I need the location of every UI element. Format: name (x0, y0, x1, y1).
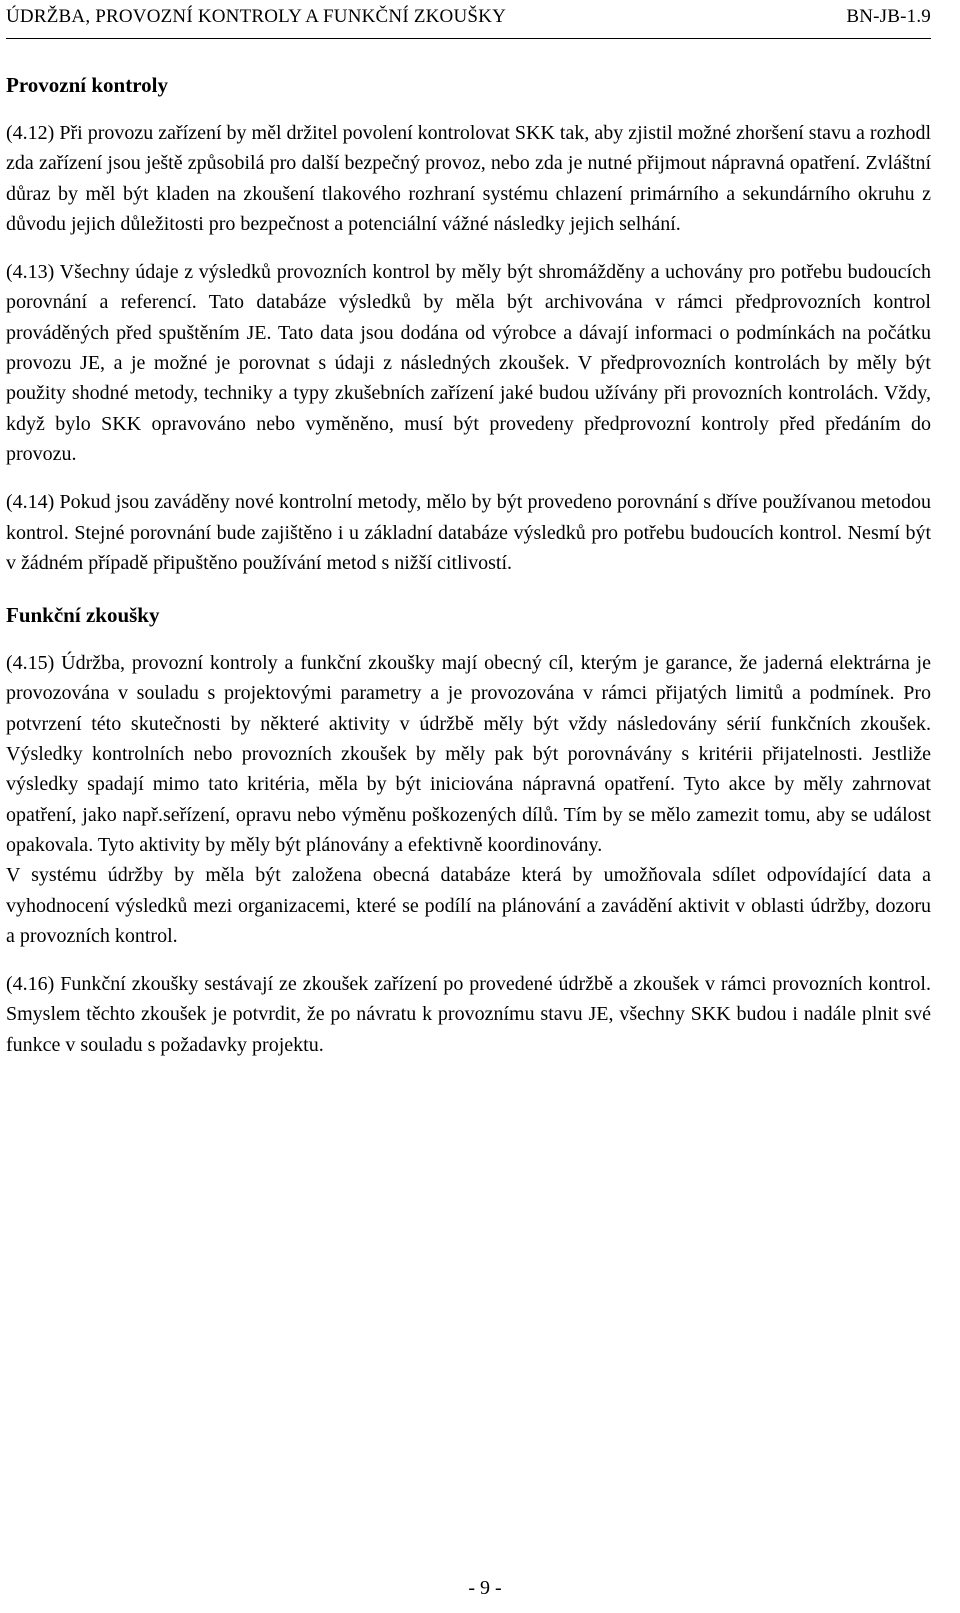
section-provozni-kontroly (6, 70, 931, 578)
header-divider (6, 38, 931, 39)
document-body (6, 70, 931, 1060)
paragraph-4-12: (4.12) Při provozu zařízení by měl držitel povolení kontrolovat SKK tak, aby zjistil možné zhoršení stavu a rozhodl zda zařízení jsou ještě způsobilá pro další bezpečný provoz, nebo zda je nutné přijmout nápravná opatření. Zvláštní důraz by měl být kladen na zkoušení tlakového rozhraní systému chlazení primárního a sekundárního okruhu z důvodu jejich důležitosti pro bezpečnost a potenciální vážné následky jejich selhání. (6, 122, 931, 235)
page-header (6, 6, 931, 32)
paragraph-maintenance-database: V systému údržby by měla být založena obecná databáze která by umožňovala sdílet odpovídající data a vyhodnocení výsledků mezi organizacemi, které se podílí na plánování a zavádění aktivit v oblasti údržby, dozoru a provozních kontrol. (6, 864, 931, 947)
section-funkcni-zkousky (6, 600, 931, 1060)
paragraph-4-14: (4.14) Pokud jsou zaváděny nové kontrolní metody, mělo by být provedeno porovnání s dříve používanou metodou kontrol. Stejné porovnání bude zajištěno i u základní databáze výsledků pro potřebu budoucích kontrol. Nesmí být v žádném případě připuštěno používání metod s nižší citlivostí. (6, 491, 931, 574)
paragraph-4-15: (4.15) Údržba, provozní kontroly a funkční zkoušky mají obecný cíl, kterým je garance, že jaderná elektrárna je provozována v souladu s projektovými parametry a je provozována v rámci přijatých limitů a podmínek. Pro potvrzení této skutečnosti by některé aktivity v údržbě měly být vždy následovány sérií funkčních zkoušek. Výsledky kontrolních nebo provozních zkoušek by měly pak být porovnávány s kritérii přijatelnosti. Jestliže výsledky spadají mimo tato kritéria, měla by být iniciována nápravná opatření. Tyto akce by měly zahrnovat opatření, jako např.seřízení, opravu nebo výměnu poškozených dílů. Tím by se mělo zamezit tomu, aby se událost opakovala. Tyto aktivity by měly být plánovány a efektivně koordinovány. (6, 652, 931, 856)
section-heading: Provozní kontroly (6, 73, 168, 97)
page-number: - 9 - (468, 1577, 502, 1599)
paragraph-4-16: (4.16) Funkční zkoušky sestávají ze zkoušek zařízení po provedené údržbě a zkoušek v rámci provozních kontrol. Smyslem těchto zkoušek je potvrdit, že po návratu k provoznímu stavu JE, všechny SKK budou i nadále plnit své funkce v souladu s požadavky projektu. (6, 973, 931, 1056)
header-document-code: BN-JB-1.9 (846, 6, 931, 27)
section-heading: Funkční zkoušky (6, 603, 160, 628)
paragraph-4-13: (4.13) Všechny údaje z výsledků provozních kontrol by měly být shromážděny a uchovány pro potřebu budoucích porovnání a referencí. Tato databáze výsledků by měla být archivována v rámci předprovozních kontrol prováděných před spuštěním JE. Tato data jsou dodána od výrobce a dávají informaci o podmínkách na počátku provozu JE, a je možné je porovnat s údaji z následných zkoušek. V předprovozních kontrolách by měly být použity shodné metody, techniky a typy zkušebních zařízení jaké budou užívány při provozních kontrolách. Vždy, když bylo SKK opravováno nebo vyměněno, musí být provedeny předprovozní kontroly před předáním do provozu. (6, 261, 931, 465)
header-title: ÚDRŽBA, PROVOZNÍ KONTROLY A FUNKČNÍ ZKOUŠKY (6, 6, 507, 27)
